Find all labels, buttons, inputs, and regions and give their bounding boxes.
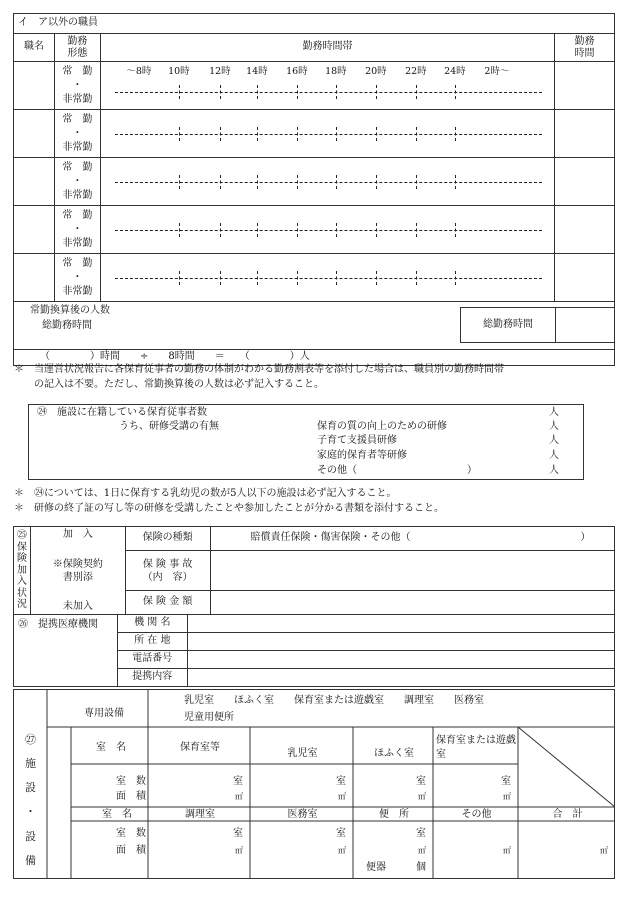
timeline-tick xyxy=(376,175,377,189)
timeline-cell[interactable] xyxy=(100,62,554,110)
s25-label-cell xyxy=(14,527,31,615)
s24-sub: うち、研修受講の有無 xyxy=(119,421,219,432)
hour-label: 10時 xyxy=(168,66,190,77)
s24-title: ㉔ 施設に在籍している保育従事者数 xyxy=(37,407,207,418)
timeline-tick xyxy=(297,85,298,99)
timeline-tick xyxy=(297,175,298,189)
staff-row xyxy=(14,62,615,110)
s25-label-char: 状 xyxy=(16,587,27,599)
note-24-1: ＊ ㉔については、1日に保育する乳幼児の数が5人以下の施設は必ず記入すること。 xyxy=(14,488,397,499)
timeline-cell[interactable] xyxy=(100,254,554,302)
s26-label-cell xyxy=(14,615,118,687)
s25-join: 加 入 xyxy=(30,527,125,551)
hours-cell[interactable] xyxy=(555,254,615,302)
hour-label: 2時〜 xyxy=(484,66,510,77)
s24-item-0: 保育の質の向上のための研修 xyxy=(317,421,447,432)
timeline-cell[interactable] xyxy=(100,110,554,158)
timeline-tick xyxy=(336,175,337,189)
hour-label: 16時 xyxy=(286,66,308,77)
facility-box xyxy=(13,689,615,879)
timeline-tick xyxy=(257,175,258,189)
s27-count-1: 室 数 xyxy=(116,776,146,787)
s27-label xyxy=(14,752,47,873)
form-label-mid: ・ xyxy=(72,223,83,235)
header-form: 勤務 形態 xyxy=(54,34,100,62)
s27-toilet: 便器 個 xyxy=(366,862,426,873)
timeline-tick xyxy=(220,127,221,141)
s25-label-char: 加 xyxy=(16,564,27,576)
hour-label: 18時 xyxy=(325,66,347,77)
form-label-mid: ・ xyxy=(72,127,83,139)
s27-equip-line2: 児童用便所 xyxy=(184,712,234,723)
s27-label-char: 設 xyxy=(25,829,36,843)
unit-area: ㎡ xyxy=(235,792,243,801)
notes-a xyxy=(14,362,504,392)
timeline-tick xyxy=(220,175,221,189)
note-a-2: の記入は不要。ただし、常勤換算後の人数は必ず記入すること。 xyxy=(14,379,324,390)
unit-room: 室 xyxy=(233,828,243,839)
unit-area: ㎡ xyxy=(503,792,511,801)
form-cell[interactable] xyxy=(54,62,100,110)
timeline-tick xyxy=(179,127,180,141)
s25-label xyxy=(14,530,30,611)
s24-unit-1: 人 xyxy=(549,421,559,432)
form-label-top: 常 勤 xyxy=(62,65,93,77)
section-a-title: イ ア以外の職員 xyxy=(14,14,615,34)
form-label-bot: 非常勤 xyxy=(62,237,93,249)
form-cell[interactable] xyxy=(54,206,100,254)
s26-field-0: 機 関 名 xyxy=(117,615,187,633)
unit-area: ㎡ xyxy=(338,846,346,855)
s25-amount-label: 保 険 金 額 xyxy=(125,591,210,615)
header-role: 職名 xyxy=(14,34,55,62)
s27-room1-3: 保育室または遊戯室 xyxy=(436,735,516,760)
hour-label: 22時 xyxy=(405,66,427,77)
s27-label-char: 施 xyxy=(25,757,36,770)
s27-room2-4: 合 計 xyxy=(552,809,583,820)
s27-room2-1: 医務室 xyxy=(287,809,318,820)
timeline-tick xyxy=(416,271,417,285)
hours-cell[interactable] xyxy=(555,158,615,206)
s25-type-value: 賠償責任保険・傷害保険・その他（ ） xyxy=(210,527,614,551)
timeline-tick xyxy=(455,271,456,285)
s27-roomname-1: 室 名 xyxy=(96,742,126,753)
form-cell[interactable] xyxy=(54,254,100,302)
form-label-top: 常 勤 xyxy=(62,209,93,221)
timeline-tick xyxy=(455,127,456,141)
unit-room: 室 xyxy=(336,828,346,839)
timeline-tick xyxy=(416,175,417,189)
s25-accident-value[interactable] xyxy=(210,551,614,591)
form-label-mid: ・ xyxy=(72,271,83,283)
s27-equip-line1: 乳児室 ほふく室 保育室または遊戯室 調理室 医務室 xyxy=(184,695,484,706)
s26-field-3: 提携内容 xyxy=(117,669,187,687)
total-hours-value[interactable] xyxy=(555,307,615,343)
role-cell[interactable] xyxy=(14,206,55,254)
s27-label-char: ・ xyxy=(25,805,36,819)
notes-24 xyxy=(14,486,444,516)
form-label-bot: 非常勤 xyxy=(62,189,93,201)
unit-area: ㎡ xyxy=(235,846,243,855)
timeline-tick xyxy=(336,127,337,141)
hours-cell[interactable] xyxy=(555,62,615,110)
medical-table xyxy=(13,614,615,687)
hour-label: 24時 xyxy=(444,66,466,77)
form-cell[interactable] xyxy=(54,158,100,206)
calc-formula: （ ）時間 ÷ 8時間 ＝ （ ）人 xyxy=(14,350,615,366)
hour-label: 〜8時 xyxy=(126,66,152,77)
timeline-tick xyxy=(336,223,337,237)
timeline-tick xyxy=(220,85,221,99)
form-label-bot: 非常勤 xyxy=(62,93,93,105)
calc-sub: 総勤務時間 xyxy=(42,319,92,331)
timeline-tick xyxy=(257,127,258,141)
timeline-tick xyxy=(455,175,456,189)
timeline-tick xyxy=(376,271,377,285)
form-label-mid: ・ xyxy=(72,79,83,91)
s25-amount-value[interactable] xyxy=(210,591,614,615)
timeline-tick xyxy=(336,85,337,99)
s25-note: ※保険契約 書別添 xyxy=(30,551,125,591)
timeline-tick xyxy=(179,175,180,189)
timeline-tick xyxy=(220,271,221,285)
s24-unit-0: 人 xyxy=(549,407,559,418)
timeline-tick xyxy=(257,271,258,285)
unit-area: ㎡ xyxy=(600,846,608,855)
s27-room2-0: 調理室 xyxy=(185,809,215,820)
timeline-cell[interactable] xyxy=(100,158,554,206)
timeline-tick xyxy=(297,223,298,237)
s25-not-join: 未加入 xyxy=(30,591,125,615)
s25-label-char: 況 xyxy=(16,599,27,611)
s25-label-char: 険 xyxy=(16,553,27,565)
role-cell[interactable] xyxy=(14,62,55,110)
timeline-tick xyxy=(220,223,221,237)
section-24-box xyxy=(28,404,584,480)
form-label-bot: 非常勤 xyxy=(62,285,93,297)
form-label-top: 常 勤 xyxy=(62,257,93,269)
s26-field-2: 電話番号 xyxy=(117,651,187,669)
timeline-tick xyxy=(179,271,180,285)
s27-roomname-2: 室 名 xyxy=(102,809,132,820)
unit-room: 室 xyxy=(336,776,346,787)
s24-unit-4: 人 xyxy=(549,465,559,476)
s26-value-2[interactable] xyxy=(187,651,614,669)
s27-equip-label: 専用設備 xyxy=(84,708,124,719)
s25-label-char: ㉕ xyxy=(16,530,27,542)
s27-count-2: 室 数 xyxy=(116,828,146,839)
s26-label: ㉖ 提携医療機関 xyxy=(18,619,98,630)
staff-row xyxy=(14,110,615,158)
s26-value-1[interactable] xyxy=(187,633,614,651)
s24-item-1: 子育て支援員研修 xyxy=(317,435,397,446)
s27-label-char: 備 xyxy=(25,853,36,867)
s24-unit-2: 人 xyxy=(549,435,559,446)
form-label-top: 常 勤 xyxy=(62,113,93,125)
s27-room1-1: 乳児室 xyxy=(287,748,318,759)
s24-item-3: その他（ ） xyxy=(317,465,477,476)
timeline-tick xyxy=(376,127,377,141)
role-cell[interactable] xyxy=(14,110,55,158)
s24-unit-3: 人 xyxy=(549,450,559,461)
total-hours-label: 総勤務時間 xyxy=(460,307,556,343)
s27-room2-2: 便 所 xyxy=(379,809,409,820)
unit-room: 室 xyxy=(501,776,511,787)
hours-cell[interactable] xyxy=(555,206,615,254)
s27-room1-2: ほふく室 xyxy=(374,748,414,759)
s27-area-2: 面 積 xyxy=(116,845,146,856)
s26-value-3[interactable] xyxy=(187,669,614,687)
timeline-tick xyxy=(455,85,456,99)
timeline-tick xyxy=(416,223,417,237)
s27-num: ㉗ xyxy=(25,733,36,746)
header-hours: 勤務 時間 xyxy=(555,34,615,62)
hours-cell[interactable] xyxy=(555,110,615,158)
s25-label-char: 入 xyxy=(16,576,27,588)
timeline-tick xyxy=(416,127,417,141)
form-label-bot: 非常勤 xyxy=(62,141,93,153)
s27-label-char: 設 xyxy=(25,781,36,795)
role-cell[interactable] xyxy=(14,254,55,302)
header-band: 勤務時間帯 xyxy=(100,34,554,62)
note-a-1: ＊ 当運営状況報告に各保育従事者の勤務の体制がわかる勤務割表等を添付した場合は、職員別の勤務時間帯 xyxy=(14,364,504,375)
timeline-tick xyxy=(179,85,180,99)
timeline-cell[interactable] xyxy=(100,206,554,254)
s27-room2-3: その他 xyxy=(461,809,492,820)
hour-label: 20時 xyxy=(365,66,387,77)
timeline-tick xyxy=(179,223,180,237)
unit-room: 室 xyxy=(416,828,426,839)
s27-room1-0: 保育室等 xyxy=(180,742,220,753)
form-cell[interactable] xyxy=(54,110,100,158)
unit-area: ㎡ xyxy=(418,792,426,801)
timeline-tick xyxy=(455,223,456,237)
s26-field-1: 所 在 地 xyxy=(117,633,187,651)
unit-area: ㎡ xyxy=(338,792,346,801)
staff-row xyxy=(14,254,615,302)
s26-value-0[interactable] xyxy=(187,615,614,633)
note-24-2: ＊ 研修の終了証の写し等の研修を受講したことや参加したことが分かる書類を添付すること。 xyxy=(14,503,444,514)
unit-room: 室 xyxy=(233,776,243,787)
timeline-tick xyxy=(297,271,298,285)
unit-area: ㎡ xyxy=(503,846,511,855)
timeline-tick xyxy=(257,223,258,237)
staff-row xyxy=(14,206,615,254)
s27-area-1: 面 積 xyxy=(116,791,146,802)
hour-label: 12時 xyxy=(209,66,231,77)
s24-item-2: 家庭的保育者等研修 xyxy=(317,450,407,461)
hour-label: 14時 xyxy=(246,66,268,77)
form-label-top: 常 勤 xyxy=(62,161,93,173)
timeline-tick xyxy=(257,85,258,99)
insurance-table xyxy=(13,526,615,615)
s25-label-char: 保 xyxy=(16,541,27,553)
unit-room: 室 xyxy=(416,776,426,787)
timeline-tick xyxy=(416,85,417,99)
s25-type-label: 保険の種類 xyxy=(125,527,210,551)
role-cell[interactable] xyxy=(14,158,55,206)
s25-accident-label: 保 険 事 故 （内 容） xyxy=(125,551,210,591)
calc-title: 常勤換算後の人数 xyxy=(30,305,110,316)
timeline-tick xyxy=(297,127,298,141)
staff-row xyxy=(14,158,615,206)
timeline-tick xyxy=(376,85,377,99)
timeline-tick xyxy=(336,271,337,285)
unit-area: ㎡ xyxy=(418,846,426,855)
timeline-tick xyxy=(376,223,377,237)
form-label-mid: ・ xyxy=(72,175,83,187)
